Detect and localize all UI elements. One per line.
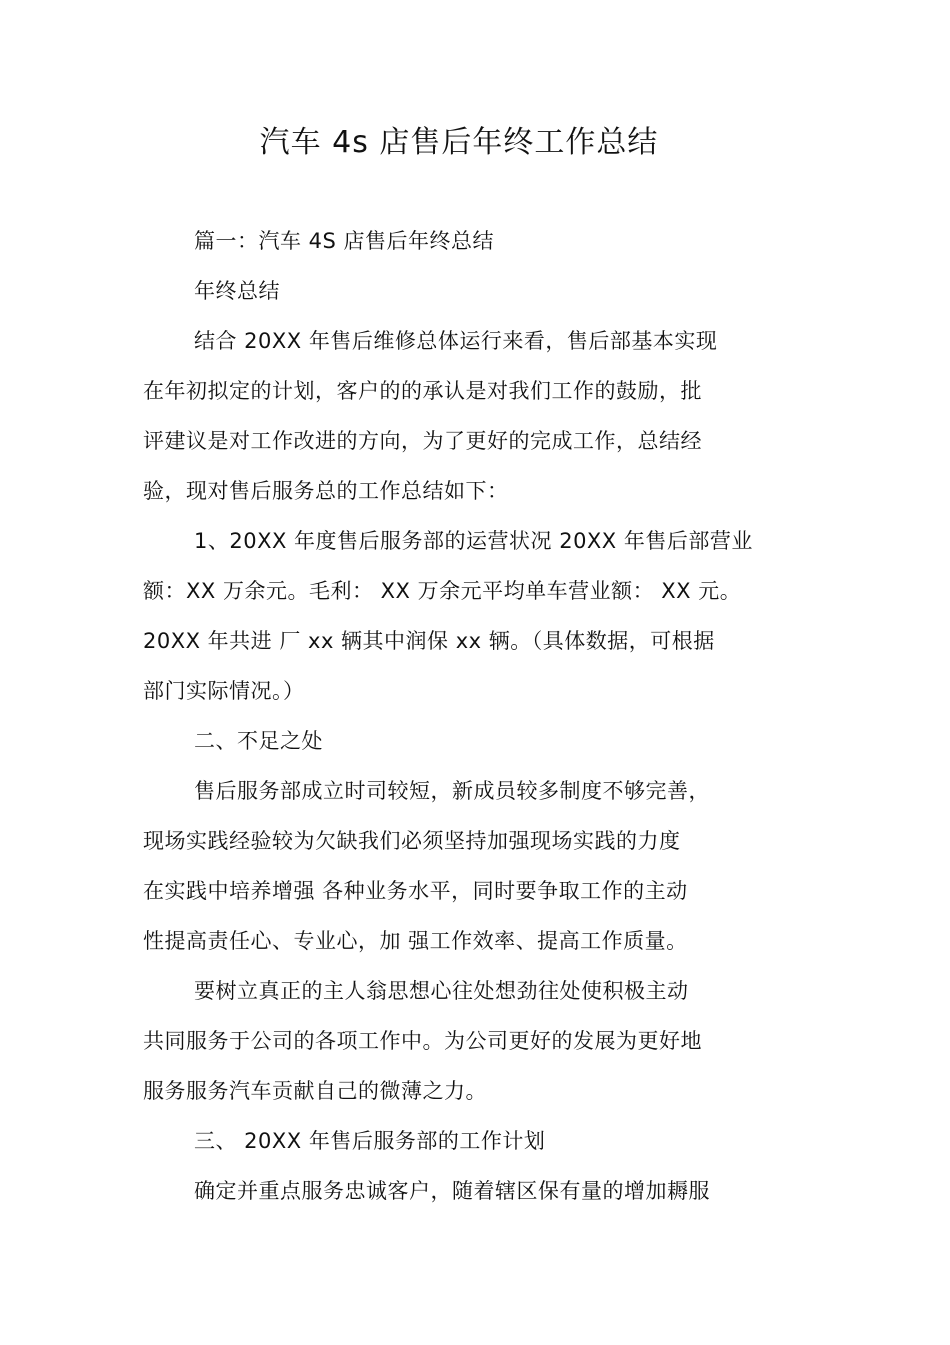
text-line: 在实践中培养增强 各种业务水平，同时要争取工作的主动 <box>143 879 688 903</box>
text-line: 结合 20XX 年售后维修总体运行来看，售后部基本实现 <box>194 329 718 353</box>
text-line: 篇一：汽车 4S 店售后年终总结 <box>194 229 495 253</box>
text-line: 性提高责任心、专业心，加 强工作效率、提高工作质量。 <box>143 929 688 953</box>
text-line: 部门实际情况。） <box>143 679 305 703</box>
text-line: 确定并重点服务忠诚客户，随着辖区保有量的增加耨服 <box>194 1179 710 1203</box>
text-line: 年终总结 <box>194 279 280 303</box>
text-line: 要树立真正的主人翁思想心往处想劲往处使积极主动 <box>194 979 689 1003</box>
text-line: 20XX 年共进 厂 xx 辆其中润保 xx 辆。（具体数据，可根据 <box>143 629 715 653</box>
text-line: 现场实践经验较为欠缺我们必须坚持加强现场实践的力度 <box>143 829 681 853</box>
text-line: 售后服务部成立时司较短，新成员较多制度不够完善， <box>194 779 710 803</box>
text-line: 在年初拟定的计划，客户的的承认是对我们工作的鼓励，批 <box>143 379 702 403</box>
text-line: 服务服务汽车贡献自己的微薄之力。 <box>143 1079 487 1103</box>
text-line: 共同服务于公司的各项工作中。为公司更好的发展为更好地 <box>143 1029 702 1053</box>
text-line: 1、20XX 年度售后服务部的运营状况 20XX 年售后部营业 <box>194 529 753 553</box>
text-line: 验，现对售后服务总的工作总结如下： <box>143 479 509 503</box>
section-heading: 三、 20XX 年售后服务部的工作计划 <box>194 1129 546 1153</box>
text-line: 评建议是对工作改进的方向，为了更好的完成工作，总结经 <box>143 429 702 453</box>
text-line: 额：XX 万余元。毛利： XX 万余元平均单车营业额： XX 元。 <box>143 579 742 603</box>
section-heading: 二、不足之处 <box>194 729 323 753</box>
document-title: 汽车 4s 店售后年终工作总结 <box>259 125 659 160</box>
